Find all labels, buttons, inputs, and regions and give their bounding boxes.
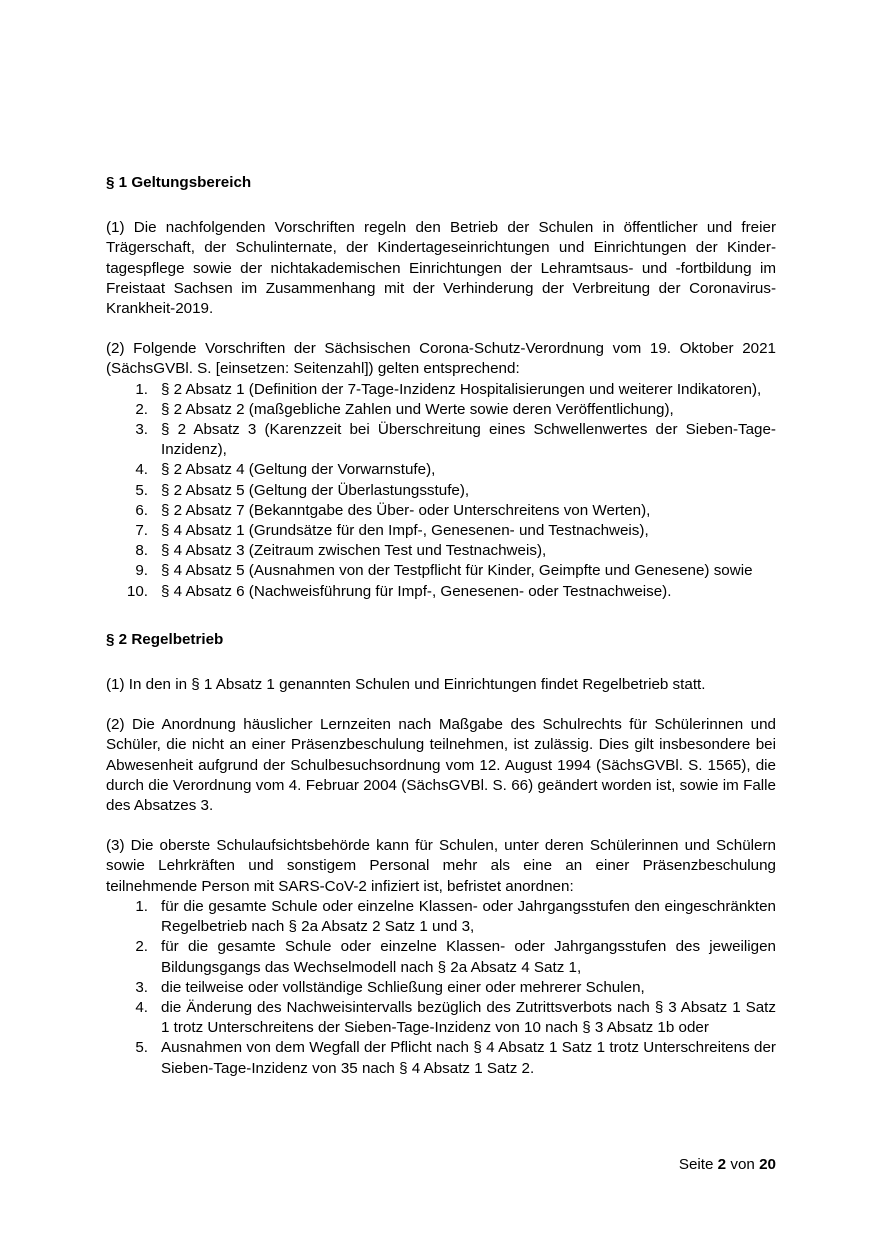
- list-item-number: 1.: [135, 380, 148, 398]
- list-item-number: 9.: [135, 562, 148, 580]
- document-page: [106, 173, 776, 1079]
- list-item: [106, 897, 776, 937]
- section-2-paragraph-2: (2) Die Anordnung häuslicher Lernzeiten nach Maßgabe des Schulrechts für Schülerinnen und Schüler, die nicht an einer Präsenzbeschulung teilnehmen, ist zulässig. Dies gilt insbesondere bei Abwesenheit aufgrund der Schulbesuchsordnung vom 12. August 1994 (SächsGVBl. S. 1565), die durch die Verordnung vom 4. Februar 2004 (SächsGVBl. S. 66) geändert worden ist, sowie im Falle des Absatzes 3.: [106, 716, 776, 815]
- list-item: [106, 561, 776, 581]
- list-item-text: die Änderung des Nachweisintervalls bezüglich des Zutrittsverbots nach § 3 Absatz 1 Satz 1 trotz Unterschreitens der Sieben-Tage-Inzidenz von 10 nach § 3 Absatz 1b oder: [161, 998, 776, 1037]
- section-1-paragraph-2: (2) Folgende Vorschriften der Sächsischen Corona-Schutz-Verordnung vom 19. Oktober 2021 (SächsGVBl. S. [einsetzen: Seitenzahl]) gelten entsprechend:: [106, 340, 776, 378]
- list-item-text: § 2 Absatz 1 (Definition der 7-Tage-Inzidenz Hospitalisierungen und weiterer Indikatoren),: [161, 380, 762, 398]
- section-1-heading: § 1 Geltungsbereich: [106, 174, 252, 191]
- list-item-text: Ausnahmen von dem Wegfall der Pflicht nach § 4 Absatz 1 Satz 1 trotz Unterschreitens der Sieben-Tage-Inzidenz von 35 nach § 4 Absatz 1 Satz 2.: [161, 1039, 776, 1077]
- footer-page-number: 2: [717, 1156, 727, 1173]
- list-item-number: 3.: [135, 978, 148, 996]
- list-item-number: 5.: [135, 481, 148, 499]
- list-item: [106, 1038, 776, 1078]
- list-item-number: 4.: [135, 461, 148, 479]
- list-item-text: § 4 Absatz 1 (Grundsätze für den Impf-, Genesenen- und Testnachweis),: [161, 522, 649, 540]
- footer-mid: von: [730, 1156, 755, 1173]
- list-item: [106, 460, 776, 480]
- list-item: [106, 501, 776, 521]
- list-item-number: 5.: [135, 1039, 148, 1057]
- section-2-heading: § 2 Regelbetrieb: [106, 630, 224, 648]
- footer-prefix: Seite: [678, 1156, 714, 1173]
- list-item-text: § 4 Absatz 5 (Ausnahmen von der Testpflicht für Kinder, Geimpfte und Genesene) sowie: [161, 562, 753, 580]
- list-item-text: § 2 Absatz 3 (Karenzzeit bei Überschreitung eines Schwellenwertes der Sieben-Tage-Inzidenz),: [161, 421, 776, 459]
- section-2-paragraph-1: (1) In den in § 1 Absatz 1 genannten Schulen und Einrichtungen findet Regelbetrieb statt.: [106, 676, 706, 694]
- list-item: [106, 380, 776, 400]
- list-item-number: 6.: [135, 501, 148, 519]
- footer-total-pages: 20: [759, 1156, 776, 1173]
- list-item-text: für die gesamte Schule oder einzelne Klassen- oder Jahrgangsstufen des jeweiligen Bildungsgangs das Wechselmodell nach § 2a Absatz 4 Satz 1,: [161, 938, 776, 976]
- list-item: [106, 420, 776, 460]
- section-2-paragraph-3: (3) Die oberste Schulaufsichtsbehörde kann für Schulen, unter deren Schülerinnen und Schülern sowie Lehrkräften und sonstigem Personal mehr als eine an einer Präsenzbeschulung teilnehmende Person mit SARS-CoV-2 infiziert ist, befristet anordnen:: [106, 837, 776, 895]
- section-2-list: [106, 897, 776, 1079]
- list-item-text: § 2 Absatz 5 (Geltung der Überlastungsstufe),: [161, 481, 470, 499]
- list-item: [106, 400, 776, 420]
- list-item: [106, 582, 776, 602]
- section-1-paragraph-1: (1) Die nachfolgenden Vorschriften regeln den Betrieb der Schulen in öffentlicher und freier Trägerschaft, der Schulinternate, der Kindertageseinrichtungen und Einrichtungen der Kindertagespflege sowie der nichtakademischen Einrichtungen der Lehramtsaus- und -fortbildung im Freistaat Sachsen im Zusammenhang mit der Verhinderung der Verbreitung der Coronavirus-Krankheit-2019.: [106, 219, 776, 318]
- list-item-number: 4.: [135, 998, 148, 1016]
- list-item: [106, 978, 776, 998]
- list-item-text: § 4 Absatz 3 (Zeitraum zwischen Test und Testnachweis),: [161, 542, 547, 560]
- list-item: [106, 481, 776, 501]
- list-item-text: § 2 Absatz 2 (maßgebliche Zahlen und Werte sowie deren Veröffentlichung),: [161, 400, 674, 418]
- list-item-text: § 4 Absatz 6 (Nachweisführung für Impf-, Genesenen- oder Testnachweise).: [161, 582, 672, 600]
- list-item-number: 2.: [135, 938, 148, 956]
- list-item: [106, 541, 776, 561]
- list-item-text: § 2 Absatz 7 (Bekanntgabe des Über- oder Unterschreitens von Werten),: [161, 501, 651, 519]
- list-item-number: 10.: [126, 582, 148, 600]
- list-item-text: die teilweise oder vollständige Schließung einer oder mehrerer Schulen,: [161, 978, 645, 996]
- list-item-text: für die gesamte Schule oder einzelne Klassen- oder Jahrgangsstufen den eingeschränkten Regelbetrieb nach § 2a Absatz 2 Satz 1 und 3,: [161, 897, 776, 936]
- list-item-number: 7.: [135, 522, 148, 540]
- list-item-number: 1.: [135, 897, 148, 915]
- list-item-number: 2.: [135, 400, 148, 418]
- page-footer: [679, 1156, 776, 1173]
- list-item-text: § 2 Absatz 4 (Geltung der Vorwarnstufe),: [161, 461, 436, 479]
- list-item: [106, 998, 776, 1038]
- list-item: [106, 521, 776, 541]
- list-item-number: 8.: [135, 542, 148, 560]
- list-item: [106, 937, 776, 977]
- list-item-number: 3.: [135, 421, 148, 439]
- section-1-list: [106, 380, 776, 602]
